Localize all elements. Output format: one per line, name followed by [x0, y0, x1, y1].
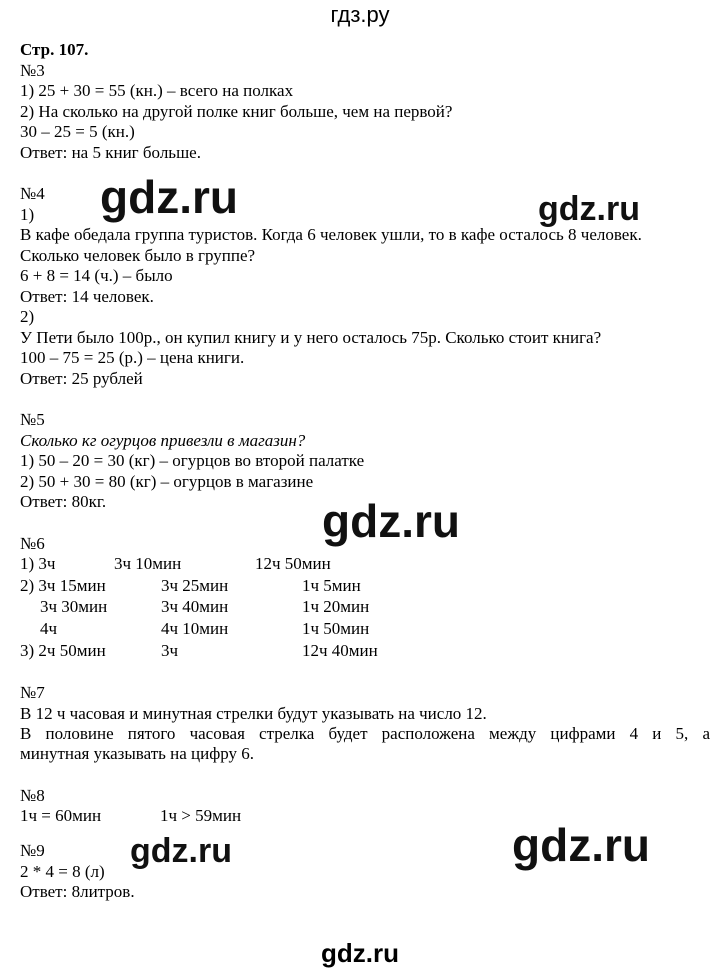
time-cell: 3ч 30мин — [40, 597, 108, 617]
time-row — [20, 619, 710, 641]
footer-watermark: gdz.ru — [321, 938, 399, 968]
task-line: 2) 50 + 30 = 80 (кг) – огурцов в магазине — [20, 471, 314, 491]
task-line: 100 – 75 = 25 (р.) – цена книги. — [20, 348, 245, 367]
task-line: 1) 25 + 30 = 55 (кн.) – всего на полках — [20, 81, 294, 100]
watermark: gdz.ru — [322, 495, 460, 547]
task-line: 2 * 4 = 8 (л) — [20, 861, 105, 881]
task-line: 6 + 8 = 14 (ч.) – было — [20, 266, 173, 285]
time-cell: 4ч 10мин — [161, 619, 229, 639]
task-line: У Пети было 100р., он купил книгу и у него осталось 75р. Сколько стоит книга? — [20, 327, 602, 347]
task-line: В кафе обедала группа туристов. Когда 6 человек ушли, то в кафе осталось 8 человек. — [20, 225, 642, 244]
time-cell: 3ч 10мин — [114, 554, 182, 573]
time-row — [20, 597, 710, 619]
task-answer: Ответ: на 5 книг больше. — [20, 142, 201, 162]
task-paragraph-end: минутная указывать на цифру 6. — [20, 744, 254, 764]
task-number: №7 — [20, 683, 45, 703]
task-number: №8 — [20, 785, 45, 805]
task-line: 1) 50 – 20 = 30 (кг) – огурцов во второй палатке — [20, 451, 365, 470]
task-line: 30 – 25 = 5 (кн.) — [20, 122, 135, 141]
watermark: gdz.ru — [130, 832, 232, 870]
task-number: №9 — [20, 841, 45, 861]
task-answer: Ответ: 8литров. — [20, 882, 135, 902]
solution-content — [20, 40, 710, 903]
watermark: gdz.ru — [512, 819, 650, 871]
task-line: Сколько человек было в группе? — [20, 245, 256, 265]
time-cell: 3ч 40мин — [161, 597, 229, 617]
task-number: №3 — [20, 60, 45, 80]
compare-cell: 1ч > 59мин — [160, 806, 242, 826]
watermark: gdz.ru — [538, 190, 640, 228]
time-cell: 1ч 50мин — [302, 619, 370, 639]
task-number: №4 — [20, 184, 45, 203]
task-line: В 12 ч часовая и минутная стрелки будут указывать на число 12. — [20, 703, 487, 723]
task-3 — [20, 61, 710, 164]
task-answer: Ответ: 80кг. — [20, 492, 107, 511]
task-7 — [20, 683, 710, 765]
time-cell: 12ч 50мин — [255, 554, 331, 573]
task-paragraph: В половине пятого часовая стрелка будет расположена между цифрами 4 и 5, а — [20, 724, 710, 744]
time-row — [20, 554, 710, 576]
task-line: 1) — [20, 204, 35, 224]
time-row — [20, 641, 710, 663]
time-cell: 12ч 40мин — [302, 640, 378, 660]
task-line: 2) На сколько на другой полке книг больше, чем на первой? — [20, 101, 453, 121]
task-answer: Ответ: 25 рублей — [20, 368, 143, 388]
time-cell: 3ч — [161, 640, 179, 660]
task-6 — [20, 534, 710, 663]
site-header: гдз.ру — [330, 2, 390, 27]
task-number: №5 — [20, 410, 45, 429]
time-cell: 3) 2ч 50мин — [20, 640, 106, 660]
time-cell: 4ч — [40, 619, 58, 639]
task-question: Сколько кг огурцов привезли в магазин? — [20, 430, 306, 450]
task-line: 2) — [20, 307, 35, 326]
time-cell: 3ч 25мин — [161, 575, 229, 595]
page-title: Стр. 107. — [20, 40, 89, 59]
time-cell: 1ч 5мин — [302, 575, 361, 595]
compare-cell: 1ч = 60мин — [20, 806, 102, 826]
task-answer: Ответ: 14 человек. — [20, 286, 154, 306]
time-row — [20, 576, 710, 598]
task-number: №6 — [20, 533, 45, 553]
watermark: gdz.ru — [100, 171, 238, 223]
time-cell: 1) 3ч — [20, 554, 56, 573]
time-cell: 1ч 20мин — [302, 597, 370, 617]
time-cell: 2) 3ч 15мин — [20, 575, 106, 595]
